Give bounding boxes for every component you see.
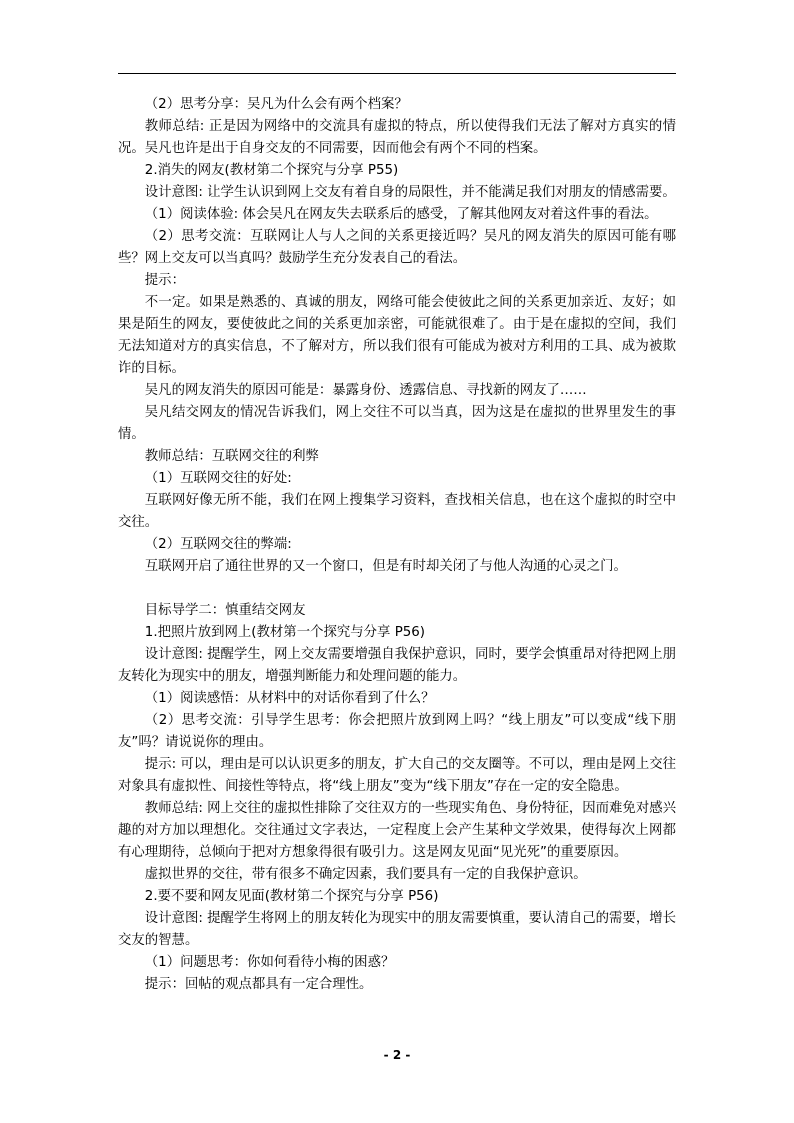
paragraph: 提示：回帖的观点都具有一定合理性。 [144,977,373,992]
section-heading: 目标导学二：慎重结交网友 [144,603,306,618]
paragraph: 互联网好像无所不能，我们在网上搜集学习资料，查找相关信息，也在这个虚拟的时空中交往。 [118,493,676,530]
paragraph: （2）思考分享：吴凡为什么会有两个档案？ [144,97,408,112]
header-rule [118,73,676,74]
paragraph: 1.把照片放到网上(教材第一个探究与分享 P56) [144,625,426,640]
paragraph: （2）思考交流：引导学生思考：你会把照片放到网上吗？“线上朋友”可以变成“线下朋友”吗？请说说你的理由。 [118,713,676,750]
paragraph: （2）思考交流：互联网让人与人之间的关系更接近吗？吴凡的网友消失的原因可能有哪些？网上交友可以当真吗？鼓励学生充分发表自己的看法。 [118,229,676,266]
paragraph: （1）阅读感悟：从材料中的对话你看到了什么？ [144,691,435,706]
paragraph: 提示： [144,273,185,288]
paragraph: （2）互联网交往的弊端: [144,537,292,552]
paragraph: （1）互联网交往的好处: [144,471,292,486]
paragraph: 教师总结：互联网交往的利弊 [144,449,319,464]
paragraph: 2.消失的网友(教材第二个探究与分享 P55) [144,163,399,178]
page-number: - 2 - [383,1048,411,1062]
paragraph: （1）问题思考：你如何看待小梅的困惑？ [144,955,395,970]
paragraph: 教师总结: 正是因为网络中的交流具有虚拟的特点，所以使得我们无法了解对方真实的情况。吴凡也许是出于自身交友的不同需要，因而他会有两个不同的档案。 [118,119,676,156]
paragraph: 设计意图: 让学生认识到网上交友有着自身的局限性，并不能满足我们对朋友的情感需要。 [144,185,676,200]
paragraph: 2.要不要和网友见面(教材第二个探究与分享 P56) [144,889,439,904]
paragraph: （1）阅读体验: 体会吴凡在网友失去联系后的感受，了解其他网友对着这件事的看法。 [144,207,658,222]
paragraph: 提示: 可以，理由是可以认识更多的朋友，扩大自己的交友圈等。不可以，理由是网上交往对象具有虚拟性、间接性等特点，将“线上朋友”变为“线下朋友”存在一定的安全隐患。 [118,757,676,794]
paragraph: 吴凡的网友消失的原因可能是：暴露身份、透露信息、寻找新的网友了…… [144,383,587,398]
paragraph: 互联网开启了通往世界的又一个窗口，但是有时却关闭了与他人沟通的心灵之门。 [144,559,627,574]
paragraph: 吴凡结交网友的情况告诉我们，网上交往不可以当真，因为这是在虚拟的世界里发生的事情。 [118,405,676,442]
paragraph: 设计意图: 提醒学生将网上的朋友转化为现实中的朋友需要慎重，要认清自己的需要，增长交友的智慧。 [118,911,676,948]
paragraph: 设计意图: 提醒学生，网上交友需要增强自我保护意识，同时，要学会慎重昂对待把网上朋友转化为现实中的朋友，增强判断能力和处理问题的能力。 [118,647,676,684]
body-text [118,94,676,996]
paragraph: 虚拟世界的交往，带有很多不确定因素，我们要具有一定的自我保护意识。 [144,867,587,882]
paragraph: 不一定。如果是熟悉的、真诚的朋友，网络可能会使彼此之间的关系更加亲近、友好；如果是陌生的网友，要使彼此之间的关系更加亲密，可能就很难了。由于是在虚拟的空间，我们无法知道对方的真实信息，不了解对方，所以我们很有可能成为被对方利用的工具、成为被欺诈的目标。 [118,295,676,376]
paragraph: 教师总结: 网上交往的虚拟性排除了交往双方的一些现实角色、身份特征，因而难免对感兴趣的对方加以理想化。交往通过文字表达，一定程度上会产生某种文学效果，使得每次上网都有心理期待，总倾向于把对方想象得很有吸引力。这是网友见面“见光死”的重要原因。 [118,801,676,860]
